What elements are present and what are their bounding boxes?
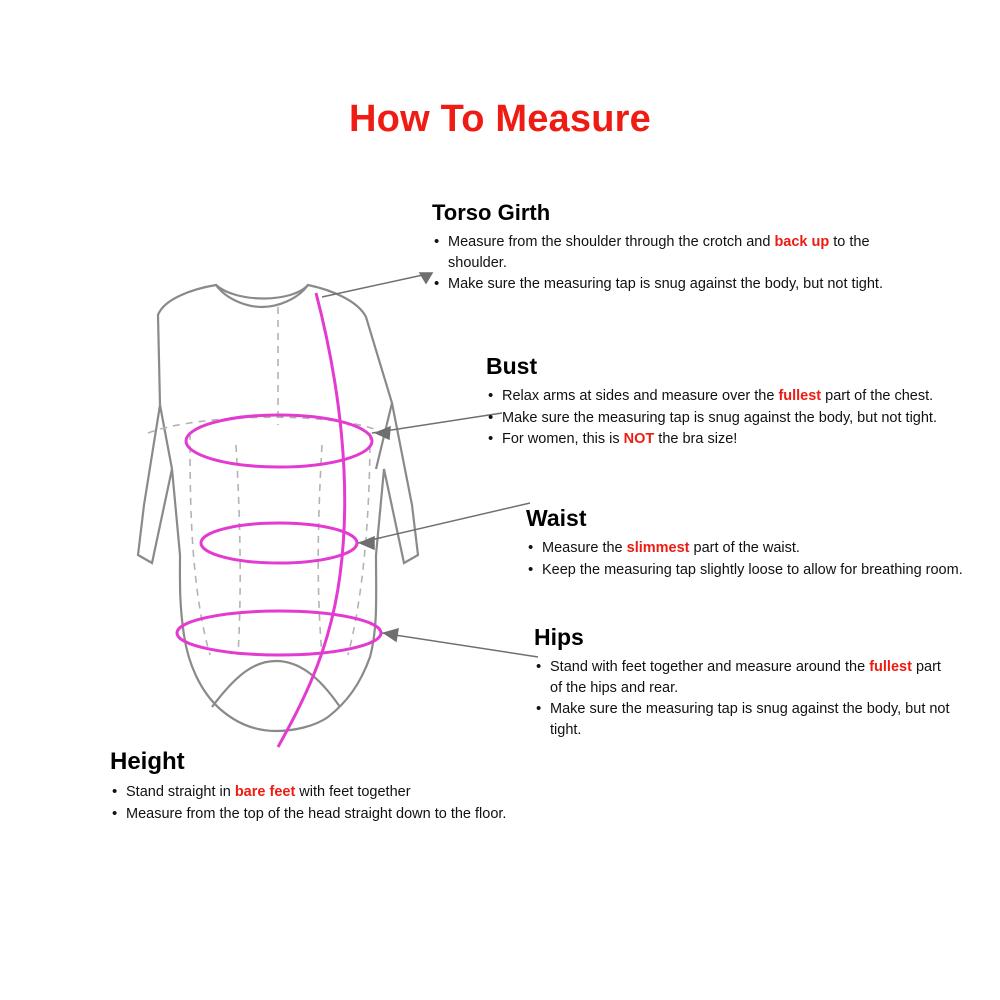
- pointer-waist: [358, 503, 530, 543]
- bullet-text-highlight: slimmest: [626, 540, 690, 556]
- bullet-text-pre: Keep the measuring tap slightly loose to allow for breathing room.: [542, 561, 963, 578]
- sleeve-left-inner: [160, 405, 172, 469]
- arrow-waist: [360, 537, 374, 549]
- hips-loop: [177, 611, 381, 655]
- arrow-hips: [384, 629, 398, 641]
- bullet-item: [432, 274, 902, 295]
- section-torso-girth: [432, 200, 902, 296]
- bullet-text-pre: Measure from the shoulder through the crotch and: [448, 234, 775, 250]
- bullet-item: [486, 429, 1000, 450]
- bullet-item: [526, 560, 966, 581]
- section-heading-torso: Torso Girth: [432, 200, 551, 225]
- page-title: How To Measure: [349, 98, 651, 140]
- section-heading-height: Height: [110, 748, 185, 775]
- bullet-text-pre: Stand straight in: [126, 784, 235, 800]
- section-heading-waist: Waist: [526, 505, 587, 531]
- bullet-text-pre: Make sure the measuring tap is snug against the body, but not tight.: [502, 409, 937, 426]
- bullet-text-highlight: fullest: [869, 659, 912, 675]
- crotch-curve: [212, 661, 340, 707]
- bullet-item: [486, 408, 1000, 429]
- section-heading-hips: Hips: [534, 624, 584, 650]
- bullet-item: [432, 232, 902, 273]
- waist-loop: [201, 523, 357, 563]
- section-heading-bust: Bust: [486, 353, 538, 379]
- section-bust: [486, 353, 1000, 451]
- bullet-item: [110, 782, 630, 803]
- arrow-torso: [420, 273, 432, 283]
- bullet-text-pre: Make sure the measuring tap is snug against the body, but not tight.: [550, 701, 950, 738]
- bullet-item: [110, 804, 630, 825]
- bullet-text-post: with feet together: [295, 784, 411, 800]
- bullet-text-pre: Measure the: [542, 540, 627, 556]
- bullet-list-waist: [526, 538, 966, 580]
- measurement-loops: [177, 293, 381, 747]
- pointer-torso: [322, 273, 432, 297]
- inner-guide-right: [318, 445, 322, 655]
- bullet-item: [526, 538, 966, 559]
- bullet-list-bust: [486, 386, 1000, 450]
- bullet-list-height: [110, 782, 630, 824]
- pointer-lines: [322, 273, 538, 657]
- section-waist: [526, 505, 966, 581]
- section-hips: [534, 624, 954, 741]
- bullet-text-highlight: back up: [774, 234, 830, 250]
- section-height: [110, 748, 630, 825]
- bullet-text-pre: Stand with feet together and measure around the: [550, 659, 870, 675]
- bullet-text-post: part of the chest.: [821, 388, 934, 404]
- torso-girth-line-b: [273, 293, 316, 747]
- bullet-text-pre: Relax arms at sides and measure over the: [502, 388, 779, 404]
- leotard-body-diagram: [40, 255, 560, 775]
- bullet-text-highlight: NOT: [623, 431, 655, 448]
- bullet-item: [486, 386, 1000, 407]
- bullet-item: [534, 699, 954, 740]
- bullet-text-highlight: fullest: [778, 388, 822, 404]
- bullet-list-hips: [534, 657, 954, 740]
- inner-guide-left: [236, 445, 240, 655]
- bullet-text-post: to the shoulder.: [448, 234, 870, 271]
- bullet-text-post: part of the waist.: [689, 540, 800, 556]
- pointer-hips: [382, 633, 538, 657]
- bullet-list-torso: [432, 232, 902, 295]
- bullet-text-highlight: bare feet: [234, 784, 296, 800]
- bullet-item: [534, 657, 954, 698]
- bullet-text-post: part of the hips and rear.: [550, 659, 941, 696]
- torso-girth-line: [278, 293, 345, 747]
- bullet-text-pre: Make sure the measuring tap is snug against the body, but not tight.: [448, 276, 883, 293]
- bullet-text-pre: For women, this is: [502, 431, 624, 448]
- bullet-text-post: the bra size!: [654, 431, 738, 448]
- bullet-text-pre: Measure from the top of the head straight down to the floor.: [126, 805, 507, 822]
- pointer-bust: [372, 413, 502, 433]
- dashed-guides: [148, 307, 384, 655]
